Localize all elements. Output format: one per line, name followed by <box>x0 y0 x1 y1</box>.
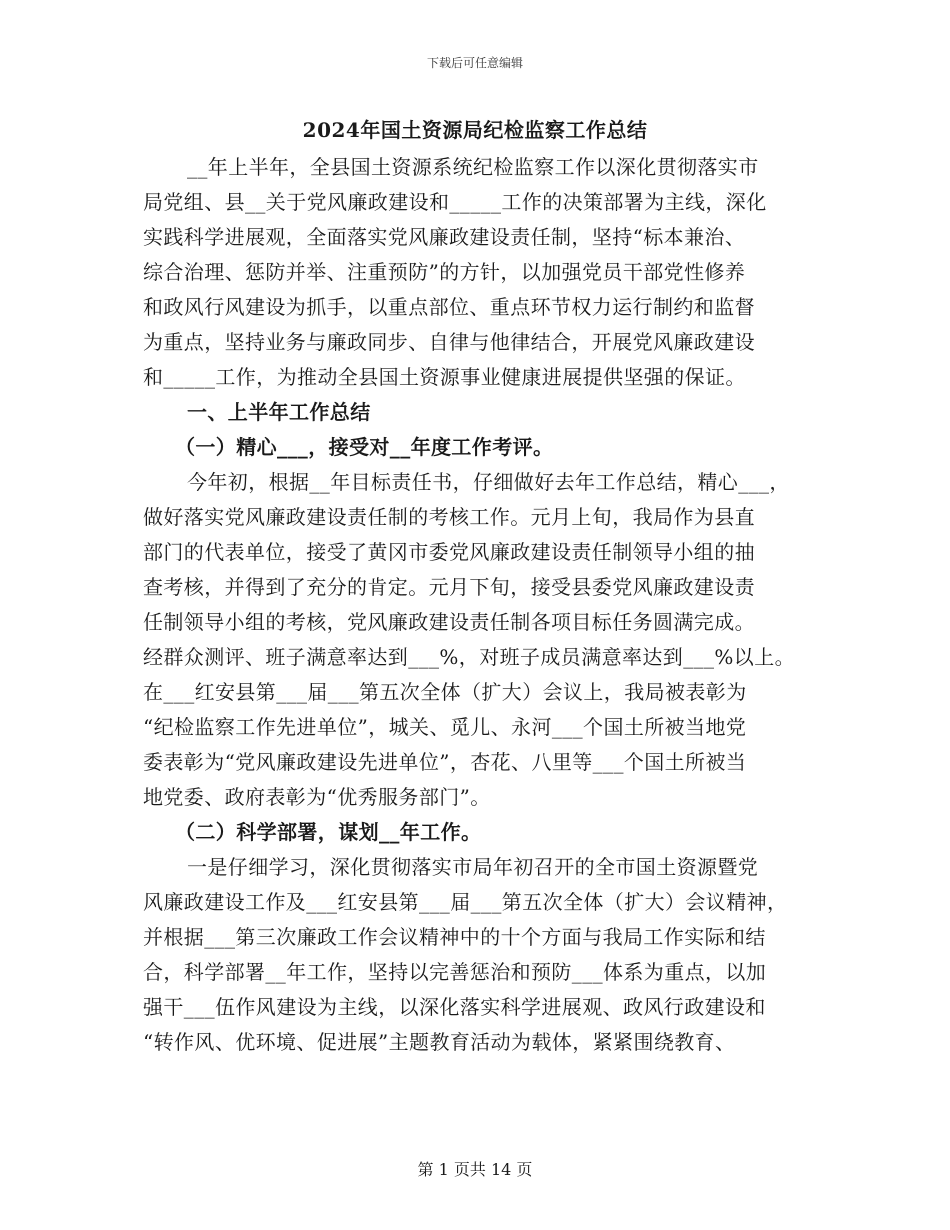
paragraph-line: 综合治理、惩防并举、注重预防”的方针，以加强党员干部党性修养 <box>143 260 746 284</box>
document-body <box>143 150 808 1060</box>
paragraph-line: 任制领导小组的考核，党风廉政建设责任制各项目标任务圆满完成。 <box>143 610 755 634</box>
paragraph-line: 并根据___第三次廉政工作会议精神中的十个方面与我局工作实际和结 <box>143 925 766 949</box>
page-number-footer: 第 1 页共 14 页 <box>417 1160 533 1179</box>
paragraph-line: 实践科学进展观，全面落实党风廉政建设责任制，坚持“标本兼治、 <box>143 225 746 249</box>
section-heading: （二）科学部署，谋划__年工作。 <box>175 820 482 844</box>
page-header-note: 下载后可任意编辑 <box>426 56 523 70</box>
paragraph-line: 强干___伍作风建设为主线，以深化落实科学进展观、政风行政建设和 <box>143 995 766 1019</box>
paragraph-line: 风廉政建设工作及___红安县第___届___第五次全体（扩大）会议精神， <box>143 890 788 914</box>
paragraph-line: 一是仔细学习，深化贯彻落实市局年初召开的全市国土资源暨党 <box>187 855 759 879</box>
paragraph-line: 和政风行风建设为抓手，以重点部位、重点环节权力运行制约和监督 <box>143 295 755 319</box>
paragraph-line: 和_____工作，为推动全县国土资源事业健康进展提供坚强的保证。 <box>143 365 746 389</box>
paragraph-line: 合，科学部署__年工作，坚持以完善惩治和预防___体系为重点，以加 <box>143 960 767 984</box>
section-heading: （一）精心___，接受对__年度工作考评。 <box>175 435 554 459</box>
paragraph-line: 今年初，根据__年目标责任书，仔细做好去年工作总结，精心___， <box>187 470 790 494</box>
paragraph-line: 局党组、县__关于党风廉政建设和_____工作的决策部署为主线，深化 <box>143 190 767 214</box>
paragraph-line: 在___红安县第___届___第五次全体（扩大）会议上，我局被表彰为 <box>143 680 747 704</box>
paragraph-line: 地党委、政府表彰为“优秀服务部门”。 <box>143 785 491 809</box>
paragraph-line: 委表彰为“党风廉政建设先进单位”，杏花、八里等___个国土所被当 <box>143 750 747 774</box>
paragraph-line: 做好落实党风廉政建设责任制的考核工作。元月上旬，我局作为县直 <box>143 505 755 529</box>
paragraph-line: 部门的代表单位，接受了黄冈市委党风廉政建设责任制领导小组的抽 <box>143 540 755 564</box>
document-title: 2024年国土资源局纪检监察工作总结 <box>302 118 648 142</box>
paragraph-line: __年上半年，全县国土资源系统纪检监察工作以深化贯彻落实市 <box>187 155 759 179</box>
paragraph-line: 为重点，坚持业务与廉政同步、自律与他律结合，开展党风廉政建设 <box>143 330 755 354</box>
section-heading: 一、上半年工作总结 <box>187 400 371 424</box>
paragraph-line: “转作风、优环境、促进展”主题教育活动为载体，紧紧围绕教育、 <box>143 1030 736 1054</box>
paragraph-line: 经群众测评、班子满意率达到___%，对班子成员满意率达到___%以上。 <box>143 645 796 669</box>
paragraph-line: 查考核，并得到了充分的肯定。元月下旬，接受县委党风廉政建设责 <box>143 575 755 599</box>
paragraph-line: “纪检监察工作先进单位”，城关、觅儿、永河___个国土所被当地党 <box>143 715 747 739</box>
